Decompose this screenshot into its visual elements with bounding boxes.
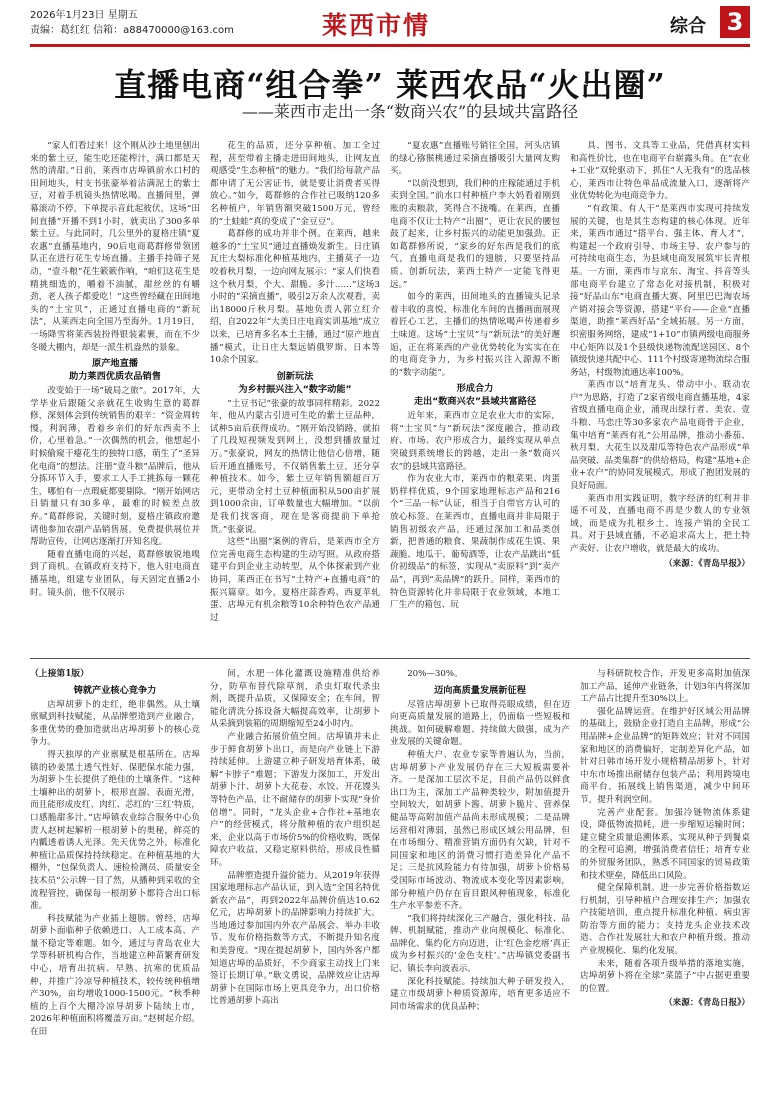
source-credit-2: （来源：《青岛日报》） (664, 998, 750, 1009)
lower-column-3 (390, 668, 570, 1100)
headline: 直播电商“组合拳” 莱西农品“火出圈” (114, 66, 666, 104)
paragraph: “以前没想到，我们种的庄稼能通过手机卖到全国。”前水口村种植户李大妈看着刚到账的卖粮款，笑得合不拢嘴。在莱西，直播电商不仅让土特产“出圈”，更让农民的腰包鼓了起来，让乡村振兴的动能更加强劲。正如葛群修所说，“家乡的好东西是我们的底气，直播电商是我们的翅膀，只要坚持品质、创新玩法，莱西土特产一定能飞得更远。” (390, 178, 560, 290)
section-divider (30, 658, 750, 659)
paragraph: 深化科技赋能。持续加大种子研发投入，建立市级胡萝卜种质资源库，培育更多适应不同市场需求的优良品种； (390, 976, 570, 1012)
paragraph: 与科研院校合作，开发更多高附加值深加工产品，延伸产业链条，计划3年内将深加工产品占比提升至30%以上。 (580, 669, 750, 705)
article-column-4 (570, 140, 750, 652)
paragraph: 强化品牌运营。在维护好区域公用品牌的基础上，鼓励企业打造自主品牌，形成“公用品牌+企业品牌”的矩阵效应；针对不同国家和地区的消费偏好，定制差异化产品，如针对日韩市场开发小规格精品胡萝卜，针对中东市场推出耐储存包装产品；利用跨境电商平台，拓展线上销售渠道，减少中间环节，提升利润空间。 (580, 706, 750, 805)
paper-name: 莱西市情 (322, 11, 431, 40)
paragraph: “土豆书记”张豪的故事同样精彩。2022年，他从内蒙古引进可生吃的紫土豆品种，试种5亩后获得成功。“刚开始没销路，就拍了几段短视频发到网上，没想到播放量过万。”张豪说，网友的热情让他信心倍增，随后开通直播账号，不仅销售紫土豆，还分享种植技术。如今，紫土豆年销售额超百万元，更带动全村土豆种植面积从500亩扩展到1000余亩，订单数量也大幅增加。“以前是我们找客商，现在是客商提前下单抢货。”张豪说。 (210, 398, 380, 535)
lower-column-4 (580, 668, 750, 1100)
section-heading-2: 创新玩法 为乡村振兴注入“数字动能” (238, 370, 352, 395)
paragraph: 未来，随着各项升级举措的落地实施，店埠胡萝卜将在全球“菜篮子”中占据更重要的位置。 (580, 958, 750, 994)
masthead-info (30, 8, 234, 38)
masthead-rule (30, 44, 750, 47)
lower-column-1 (30, 668, 200, 1100)
paragraph: “夏农惠”直播账号销往全国，河头店镇的绿心猕猴桃通过采摘直播吸引大量网友购买。 (390, 141, 560, 177)
section-heading-1: 原产地直播 助力莱西优质农品销售 (69, 358, 161, 383)
paragraph: 改变始于一场“破局之旅”。2017年，大学毕业后跟随父亲就花生收购生意的葛群修，深刻体会到传统销售的艰辛：“资金周转慢，利润薄，看着乡亲们的好东西卖不上价，心里着急。”一次偶然的机会，他想起小时候偷窥干瘪花生的独特口感，萌生了“圣异化电商”的想法。注册“壹斗粮”品牌后，他从分拣环节入手，要求工人手工挑拣每一颗花生，哪怕有一点瑕疵都要剔除。“刚开始网店日销量只有30多单，最难的时候差点放弃。”葛群修说，关键时刻，夏格庄镇政府邀请他参加农副产品销售展，免费提供展位并帮助宣传，让网店逐渐打开知名度。 (30, 386, 200, 548)
paragraph: 间，水肥一体化灌溉设施精准供给养分，防草布替代除草剂，杀虫灯取代杀虫剂，既提升品质，又保障安全；在车间，智能化清洗分拣设备大幅提高效率，让胡萝卜从采摘到装箱的周期缩短至24小时内。 (210, 669, 380, 730)
paragraph: 这些“出圈”案例的背后，是莱西市全方位完善电商生态构建的生动写照。从政府搭建平台到企业主动转型，从个体探索到产业协同，莱西正在书写“土特产+直播电商”的振兴篇章。如今，夏格庄蒜香鸡、西夏苹轧蛋、店埠元有机余粮等10余种特色农产品通过 (210, 537, 380, 623)
paragraph: “家人们看过来！这个刚从沙土地里刨出来的紫土豆，能生吃还能榨汁，满口都是天然的清甜。”日前，莱西市店埠镇前水口村的田间地头，村支书张豪举着沾满泥土的紫土豆，对着手机镜头热情吆喝。直播间里，弹幕滚动不停，下单提示音此起彼伏，这场“田间直播”开播不到1小时，就卖出了300多单紫土豆。与此同时，几公里外的夏格庄镇“夏农惠”直播基地内，90后电商葛群修带领团队正在进行花生专场直播。主播手持筛子晃动，“壹斗粮”花生簌簌作响，“咱们这花生是精挑细选的，嚼着不油腻，甜丝丝的有嚼劲，老人孩子都爱吃！”这些曾经藏在田间地头的“土宝贝”，正通过直播电商的“新玩法”，从莱西走向全国乃至海外。1月19日，一场降雪将莱西装扮得银装素裹，而在不少冬暖大棚内，却是一派生机盎然的景象。 (30, 141, 200, 353)
page-number: 3 (720, 6, 750, 38)
paragraph: 店埠胡萝卜的走红，绝非偶然。从土壤禀赋到科技赋能，从品牌塑造到产业融合，多重优势的叠加造就出店埠胡萝卜的核心竞争力。 (30, 699, 200, 748)
paragraph: 如今的莱西，田间地头的直播镜头记录着丰收的喜悦，标准化车间的直播画面展现着匠心工艺，主播们的热情吆喝声传递着乡土味道。这场“土宝贝”与“新玩法”的美好邂逅，正在将莱西的产业优势转化为实实在在的电商竞争力，为乡村振兴注入源源不断的“数字动能”。 (390, 292, 560, 378)
paragraph: “有政策、有人干”是莱西市实现可持续发展的关键，也是其生态构建的核心体现。近年来，莱西市通过“搭平台、强主体、育人才”，构建起一个政府引导、市场主导、农户参与的可持续电商生态，为县域电商发展筑牢长青根基。一方面，莱西市与京东、淘宝、抖音等头部电商平台建立了常态化对接机制，积极对接“好品山东”电商直播大赛、阿里巴巴淘农场产销对接会等资源，搭建“平台——企业”直播渠道，助推“莱西好品”全域拓展。另一方面，织密服务网络，建成“1+10”市镇两级电商服务中心矩阵以及1个县级快递物流配送园区、8个镇级快递共配中心、111个村级寄递物流综合服务站，村级物流通达率100%。 (570, 203, 750, 378)
section-heading-5: 迈向高质量发展新征程 (434, 684, 526, 696)
paragraph: 随着直播电商的兴起，葛群修敏锐地嗅到了商机。在镇政府支持下，他入驻电商直播基地，组建专业团队，每天固定直播2小时。镜头前，他不仅展示 (30, 549, 200, 598)
article-column-2 (210, 140, 380, 652)
paragraph: 20%—30%。 (407, 669, 463, 679)
paragraph: 品牌塑造提升溢价能力。从2019年获得国家地理标志产品认证，到入选“全国名特优新农产品”，再到2022年品牌价值达10.62亿元，店埠胡萝卜的品牌影响力持续扩大。当地通过参加国内外农产品展会、举办丰收节、发布价格指数等方式，不断提升知名度和美誉度。“现在提起胡萝卜，国内外客户都知道店埠的品质好，不少商家主动找上门来签订长期订单。”耿文勇说，品牌效应让店埠胡萝卜在国际市场上更具竞争力，出口价格比普通胡萝卜高出 (210, 870, 380, 1007)
paragraph: 完善产业配套。加强冷链物流体系建设，降低物流损耗，进一步缩短运输时间；建立健全质量追溯体系，实现从种子到餐桌的全程可追溯，增强消费者信任；培育专业的外贸服务团队，熟悉不同国家的贸易政策和技术壁垒，降低出口风险。 (580, 807, 750, 881)
paragraph: 健全保障机制。进一步完善价格指数运行机制，引导种植户合理安排生产；加强农户技能培训，重点提升标准化种植、病虫害防治等方面的能力；支持龙头企业技术改造、合作社发展壮大和农户种植升级，推动产业规模化、集约化发展。 (580, 883, 750, 957)
paragraph: 科技赋能为产业插上翅膀。曾经，店埠胡萝卜面临种子依赖进口、人工成本高、产量不稳定等难题。如今，通过与青岛农业大学等科研机构合作，当地建立种苗繁育研发中心，培育出抗病、早熟、抗寒的优质品种，并推广冷凉导种植技术，较传统种植增产30%，亩均增收1000-1500元。“秋季种植的上百个大棚冷凉导胡萝卜陆续上市，2026年种植面积将覆盖万亩。”赵树起介绍。在田 (30, 913, 200, 1038)
paragraph: “我们将持续深化三产融合，强化科技、品牌、机制赋能，推动产业向规模化、标准化、品牌化、集约化方向迈进，让‘红色金疙瘩’真正成为乡村振兴的‘金色支柱’。”店埠镇党委副书记、镇长李向波表示。 (390, 913, 570, 975)
paragraph: 作为农业大市，莱西市的粮菜果、肉蛋奶样样优质，9个国家地理标志产品和216个“三品一标”认证，相当于自带官方认可的放心标签。在莱西市，直播电商并非局限于销售初级农产品，还通过深加工和品类创新，把普通的粮食、果蔬制作成花生馍、果蔬脆、地瓜干、葡萄酒等，让农产品跳出“低价初级品”的标签，实现从“卖原料”到“卖产品”，再到“卖品牌”的跃升。同样，莱西市的特色资源转化并非局限于农业领域，本地工厂生产的箱包、玩 (390, 474, 560, 611)
editor-line: 责编：葛红红 信箱：a88470000@163.com (30, 25, 234, 36)
paragraph: 莱西市以“培育龙头、带动中小、联动农户”为思路，打造了2家省级电商直播基地，4家省级直播电商企业，涌现出绿行者、美农、壹斗粮、马恋庄等30多家农产品电商骨干企业，集中培育“莱西有礼”公用品牌，推动小番茄、秋月梨、大花生以及甜瓜等特色农产品形成“单品突破、品类集群”的供给格局，构建“基地+企业+农户”的协同发展模式，形成了抱团发展的良好局面。 (570, 380, 750, 492)
paragraph: 近年来，莱西市立足农业大市的实际，将“土宝贝”与“新玩法”深度融合，推动政府、市场、农户形成合力，最终实现从单点突破到系统增长的跨越，走出一条“数商兴农”的县域共富路径。 (390, 411, 560, 472)
paragraph: 尽管店埠胡萝卜已取得亮眼成绩，但在迈向更高质量发展的道路上，仍面临一些短板和挑战。如何破解难题、持续做大做强，成为产业发展的关键命题。 (390, 699, 570, 748)
article-column-1 (30, 140, 200, 652)
section-heading-3: 形成合力 走出“数商兴农”县域共富路径 (413, 383, 537, 408)
paragraph: 具、图书、文具等工业品，凭借真材实料和高性价比，也在电商平台崭露头角。在“农业+工业”双轮驱动下，抓住“人无我有”的选品核心，莱西市让特色单品成流量入口，逐渐将产业优势转化为电商竞争力。 (570, 141, 750, 202)
issue-date: 2026年1月23日 星期五 (30, 10, 138, 21)
section-heading-4: 铸就产业核心竞争力 (73, 684, 157, 696)
paragraph: 花生的品质，还分享种植、加工全过程，甚至带着主播走进田间地头，让网友直观感受“生态种植”的魅力。“我们给每款产品都申请了无公害证书，就是要让消费者买得放心。”如今，葛群修的合作社已吸纳120多名种植户，年销售额突破1500万元，曾经的“土蛙蛙”真的变成了“金豆豆”。 (210, 141, 380, 227)
article-column-3 (390, 140, 560, 652)
paragraph: 产业融合拓展价值空间。店埠镇并未止步于鲜食胡萝卜出口，而是向产业链上下游持续延伸。上游建立种子研发培育体系，破解“卡脖子”难题；下游发力深加工，开发出胡萝卜汁、胡萝卜大花卷、水饺、开花馒头等特色产品，让不耐储存的胡萝卜实现“身价倍增”。同时，“龙头企业+合作社+基地农户”的经营模式，将分散种植的农户组织起来，企业以高于市场价5%的价格收购，既保障农户收益，又稳定原料供给，形成良性循环。 (210, 731, 380, 868)
masthead (30, 6, 750, 46)
source-credit-1: （来源：《青岛早报》） (664, 558, 750, 569)
paragraph: 葛群修的成功并非个例。在莱西，越来越多的“土宝贝”通过直播焕发新生。日庄镇瓦庄大梨标准化种植基地内，主播莫子一边咬着秋月梨，一边向网友展示：“家人们快看这个秋月梨，个大、甜脆、多汁……”这场3小时的“采摘直播”，吸引2万余人次观看，卖出18000斤秋月梨。基地负责人郭立红介绍，自2022年“大美日庄电商实训基地”成立以来，已培育多名本土主播，通过“原产地直播”模式，让日庄大梨远销俄罗斯、日本等10余个国家。 (210, 229, 380, 366)
subheadline: ——莱西市走出一条“数商兴农”的县域共富路径 (241, 102, 579, 121)
lower-column-2 (210, 668, 380, 1100)
paragraph: 得天独厚的产业禀赋是根基所在。店埠镇的砂姜黑土透气性好、保肥保水能力强，为胡萝卜生长提供了绝佳的土壤条件。“这种土壤种出的胡萝卜，根形直溜、表面光滑，而且能形成皮红、肉红、芯红的‘三红’特质，口感脆甜多汁。”店埠镇农业综合服务中心负责人赵树起解析一根胡萝卜的奥秘，鲜亮的内瓤透着诱人光泽。先天优势之外，标准化种植让品质保持持续稳定。在种植基地的大棚外，“包保负责人、速检检测员、质量安全技术员”公示牌一目了然，从播种到采收的全流程管控，确保每一根胡萝卜都符合出口标准。 (30, 749, 200, 912)
section-name: 综合 (670, 16, 706, 37)
paragraph: 种植大户、农业专家等普遍认为，当前，店埠胡萝卜产业发展仍存在三大短板需要补齐。一是深加工层次不足，目前产品仍以鲜食出口为主，深加工产品种类较少，附加值提升空间较大，如胡萝卜酱、胡萝卜脆片、营养保健品等高附加值产品尚未形成规模；二是品牌运营相对薄弱，虽然已形成区域公用品牌，但在市场细分、精准营销方面仍有欠缺，针对不同国家和地区的消费习惯打造差异化产品不足；三是抗风险能力有待加强，胡萝卜价格易受国际市场波动、物流成本变化等因素影响，部分种植户仍存在盲目跟风种植现象，标准化生产水平参差不齐。 (390, 749, 570, 912)
paragraph: 莱西市用实践证明，数字经济的红利并非遥不可及，直播电商不再是少数人的专业领域，而是成为扎根乡土、连接产销的全民工具。对于县域直播，不必追求高大上，把土特产卖好、让农户增收，就是最大的成功。 (570, 493, 750, 554)
continued-tag: （上接第1版） (30, 669, 89, 679)
